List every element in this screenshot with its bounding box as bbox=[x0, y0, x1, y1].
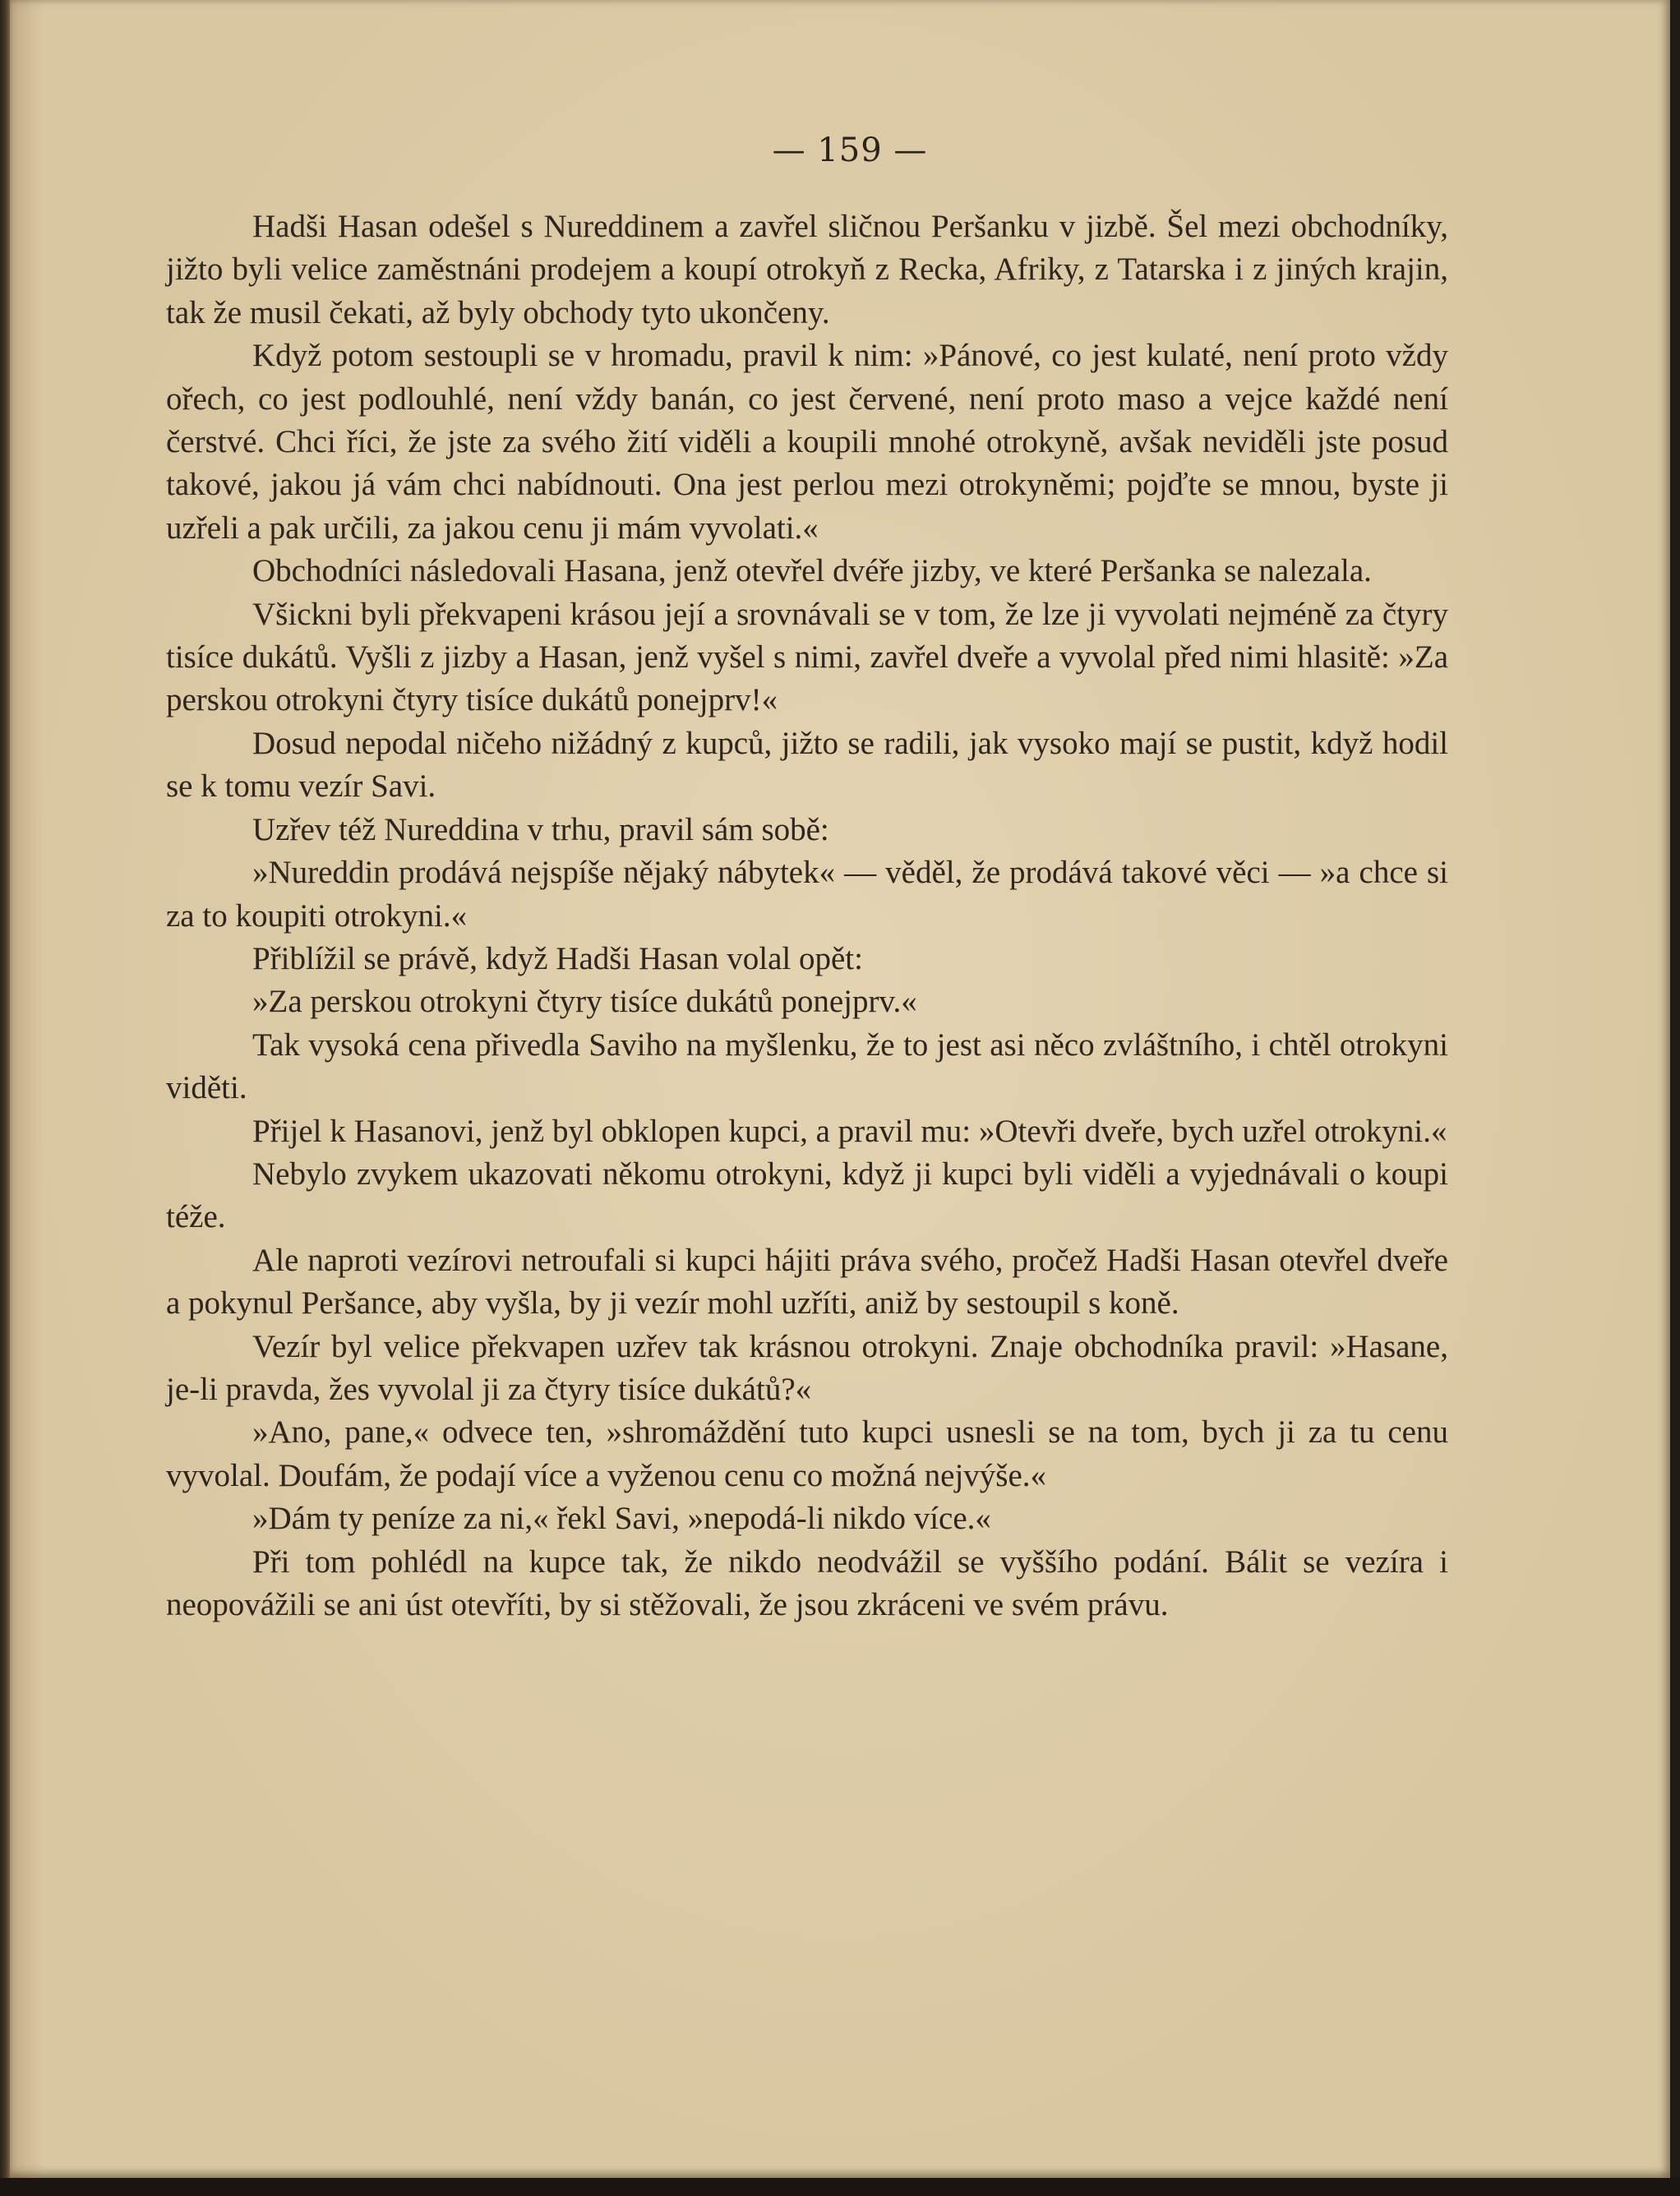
paragraph: Ale naproti vezírovi netroufali si kupci hájiti práva svého, pročež Hadši Hasan otevřel dveře a pokynul Peršance, aby vyšla, by ji vezír mohl uzříti, aniž by sestoupil s koně. bbox=[166, 1242, 1448, 1322]
paragraph: »Nureddin prodává nejspíše nějaký nábytek« — věděl, že prodává takové věci — »a chce si za to koupiti otrokyni.« bbox=[166, 855, 1448, 934]
paragraph: Tak vysoká cena přivedla Saviho na myšlenku, že to jest asi něco zvláštního, i chtěl otrokyni viděti. bbox=[166, 1026, 1448, 1106]
paragraph: »Za perskou otrokyni čtyry tisíce dukátů ponejprv.« bbox=[252, 984, 917, 1020]
scan-edge bbox=[0, 2178, 1680, 2196]
paragraph: Přiblížil se právě, když Hadši Hasan volal opět: bbox=[252, 940, 863, 976]
paragraph: »Dám ty peníze za ni,« řekl Savi, »nepodá-li nikdo více.« bbox=[252, 1501, 991, 1537]
paragraph: Vezír byl velice překvapen uzřev tak krásnou otrokyni. Znaje obchodníka pravil: »Hasane, je-li pravda, žes vyvolal ji za čtyry tisíce dukátů?« bbox=[166, 1328, 1448, 1407]
paragraph: Uzřev též Nureddina v trhu, pravil sám sobě: bbox=[252, 811, 829, 847]
book-spine-shadow bbox=[0, 0, 10, 2196]
paragraph: »Ano, pane,« odvece ten, »shromáždění tuto kupci usnesli se na tom, bych ji za tu cenu vyvolal. Doufám, že podají více a vyženou cenu co možná nejvýše.« bbox=[166, 1414, 1448, 1493]
paragraph: Nebylo zvykem ukazovati někomu otrokyni, když ji kupci byli viděli a vyjednávali o koupi téže. bbox=[166, 1156, 1448, 1235]
body-text bbox=[166, 205, 1448, 1626]
paragraph: Přijel k Hasanovi, jenž byl obklopen kupci, a pravil mu: »Otevři dveře, bych uzřel otrokyni.« bbox=[252, 1113, 1447, 1149]
paragraph: Když potom sestoupli se v hromadu, pravil k nim: »Pánové, co jest kulaté, není proto vždy ořech, co jest podlouhlé, není vždy banán, co jest červené, není proto maso a vejce každé není čerstvé. Chci říci, že jste za svého žití viděli a koupili mnohé otrokyně, avšak neviděli jste posud takové, jakou já vám chci nabídnouti. Ona jest perlou mezi otrokyněmi; pojďte se mnou, byste ji uzřeli a pak určili, za jakou cenu ji mám vyvolati.« bbox=[166, 338, 1448, 546]
paragraph: Dosud nepodal ničeho nižádný z kupců, jižto se radili, jak vysoko mají se pustit, když hodil se k tomu vezír Savi. bbox=[166, 725, 1448, 805]
paragraph: Všickni byli překvapeni krásou její a srovnávali se v tom, že lze ji vyvolati nejméně za čtyry tisíce dukátů. Vyšli z jizby a Hasan, jenž vyšel s nimi, zavřel dveře a vyvolal před nimi hlasitě: »Za perskou otrokyni čtyry tisíce dukátů ponejprv!« bbox=[166, 596, 1448, 718]
paragraph: Obchodníci následovali Hasana, jenž otevřel dvéře jizby, ve které Peršanka se nalezala. bbox=[252, 553, 1372, 589]
paragraph: Při tom pohlédl na kupce tak, že nikdo neodvážil se vyššího podání. Bálit se vezíra i neopovážili se ani úst otevříti, by si stěžovali, že jsou zkráceni ve svém právu. bbox=[166, 1543, 1448, 1622]
paragraph: Hadši Hasan odešel s Nureddinem a zavřel sličnou Peršanku v jizbě. Šel mezi obchodníky, jižto byli velice zaměstnáni prodejem a koupí otrokyň z Recka, Afriky, z Tatarska i z jiných krajin, tak že musil čekati, až byly obchody tyto ukončeny. bbox=[166, 209, 1448, 330]
book-page bbox=[10, 0, 1670, 2178]
page-number: — 159 — bbox=[772, 131, 928, 169]
